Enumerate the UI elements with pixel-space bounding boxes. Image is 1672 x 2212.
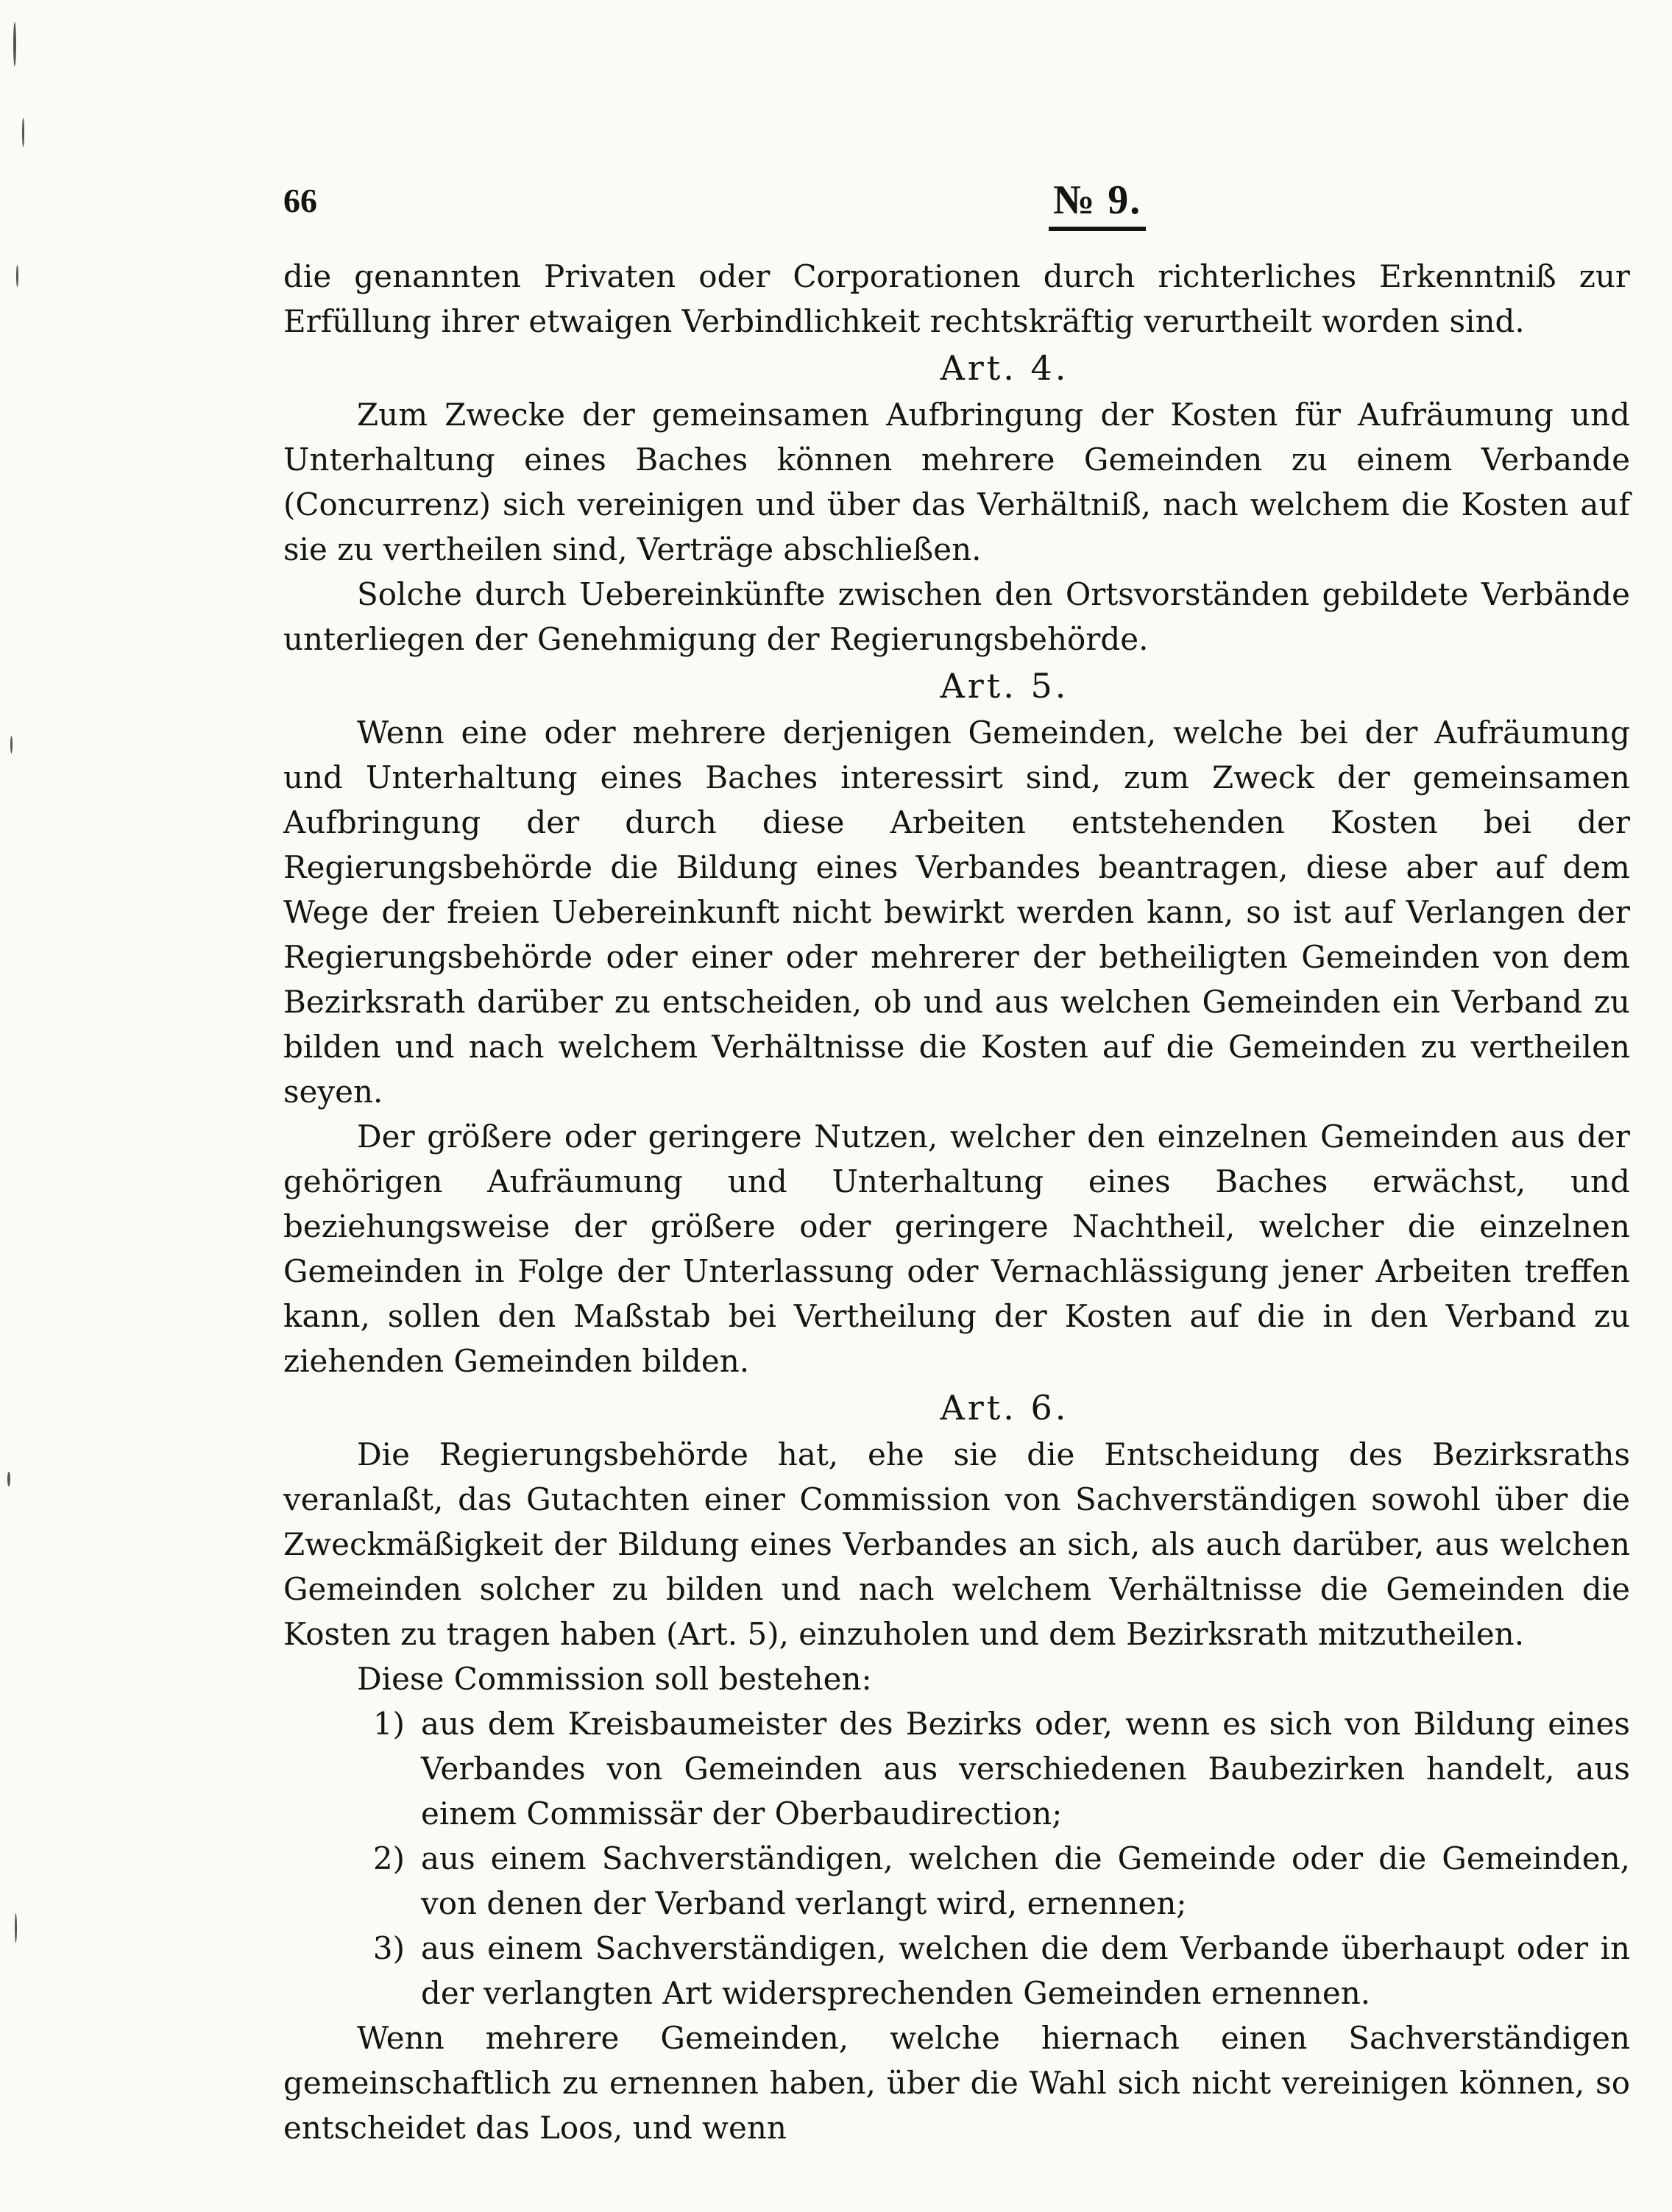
list-item-text: aus dem Kreisbaumeister des Bezirks oder, wenn es sich von Bildung eines Verbandes von Gemeinden aus verschiedenen Baubezirken handelt, aus einem Commissär der Oberbaudirection; bbox=[421, 1706, 1630, 1832]
list-item bbox=[283, 1836, 1630, 1926]
article-5-heading: Art. 5. bbox=[940, 666, 1069, 706]
list-item-text: aus einem Sachverständigen, welchen die dem Verbande überhaupt oder in der verlangten Art widersprechenden Gemeinden ernennen. bbox=[421, 1930, 1630, 2011]
article-4-heading: Art. 4. bbox=[940, 348, 1069, 388]
closing-paragraph: Wenn mehrere Gemeinden, welche hiernach einen Sachverständigen gemeinschaftlich zu ernennen haben, über die Wahl sich nicht vereinigen können, so entscheidet das Loos, und wenn bbox=[283, 2020, 1630, 2146]
scan-artifact bbox=[15, 1913, 17, 1943]
article-5-paragraph-1: Wenn eine oder mehrere derjenigen Gemeinden, welche bei der Aufräumung und Unterhaltung eines Baches interessirt sind, zum Zweck der gemeinsamen Aufbringung der durch diese Arbeiten entstehenden Kosten bei der Regierungsbehörde die Bildung eines Verbandes beantragen, diese aber auf dem Wege der freien Uebereinkunft nicht bewirkt werden kann, so ist auf Verlangen der Regierungsbehörde oder einer oder mehrerer der betheiligten Gemeinden von dem Bezirksrath darüber zu entscheiden, ob und aus welchen Gemeinden ein Verband zu bilden und nach welchem Verhältnisse die Kosten auf die Gemeinden zu vertheilen seyen. bbox=[283, 715, 1630, 1110]
scan-artifact bbox=[13, 22, 16, 66]
commission-list bbox=[283, 1701, 1630, 2016]
scan-artifact bbox=[7, 1472, 10, 1486]
list-item bbox=[283, 1926, 1630, 2016]
article-4-paragraph-2: Solche durch Uebereinkünfte zwischen den Ortsvorständen gebildete Verbände unterliegen der Genehmigung der Regierungsbehörde. bbox=[283, 576, 1630, 657]
commission-list-intro: Diese Commission soll bestehen: bbox=[357, 1661, 872, 1697]
article-4-paragraph-1: Zum Zwecke der gemeinsamen Aufbringung der Kosten für Aufräumung und Unterhaltung eines Baches können mehrere Gemeinden zu einem Verbande (Concurrenz) sich vereinigen und über das Verhältniß, nach welchem die Kosten auf sie zu vertheilen sind, Verträge abschließen. bbox=[283, 397, 1630, 567]
scan-artifact bbox=[10, 736, 13, 754]
intro-paragraph: die genannten Privaten oder Corporationen durch richterliches Erkenntniß zur Erfüllung ihrer etwaigen Verbindlichkeit rechtskräftig verurtheilt worden sind. bbox=[283, 258, 1630, 339]
article-6-heading: Art. 6. bbox=[940, 1388, 1069, 1428]
article-6-paragraph: Die Regierungsbehörde hat, ehe sie die Entscheidung des Bezirksraths veranlaßt, das Gutachten einer Commission von Sachverständigen sowohl über die Zweckmäßigkeit der Bildung eines Verbandes an sich, als auch darüber, aus welchen Gemeinden solcher zu bilden und nach welchem Verhältnisse die Gemeinden die Kosten zu tragen haben (Art. 5), einzuholen und dem Bezirksrath mitzutheilen. bbox=[283, 1436, 1630, 1652]
article-5-paragraph-2: Der größere oder geringere Nutzen, welcher den einzelnen Gemeinden aus der gehörigen Aufräumung und Unterhaltung eines Baches erwächst, und beziehungsweise der größere oder geringere Nachtheil, welcher die einzelnen Gemeinden in Folge der Unterlassung oder Vernachlässigung jener Arbeiten treffen kann, sollen den Maßstab bei Vertheilung der Kosten auf die in den Verband zu ziehenden Gemeinden bilden. bbox=[283, 1119, 1630, 1379]
page-number: 66 bbox=[283, 182, 317, 219]
list-item-number: 3) bbox=[372, 1930, 405, 1966]
list-item-number: 1) bbox=[372, 1706, 405, 1742]
list-item-number: 2) bbox=[372, 1840, 405, 1876]
issue-number: № 9. bbox=[1049, 177, 1146, 231]
list-item bbox=[283, 1701, 1630, 1836]
scan-artifact bbox=[16, 265, 18, 287]
page-header bbox=[283, 177, 1667, 235]
document-body bbox=[283, 254, 1630, 2150]
list-item-text: aus einem Sachverständigen, welchen die Gemeinde oder die Gemeinden, von denen der Verband verlangt wird, ernennen; bbox=[421, 1840, 1630, 1921]
scan-artifact bbox=[22, 118, 24, 147]
